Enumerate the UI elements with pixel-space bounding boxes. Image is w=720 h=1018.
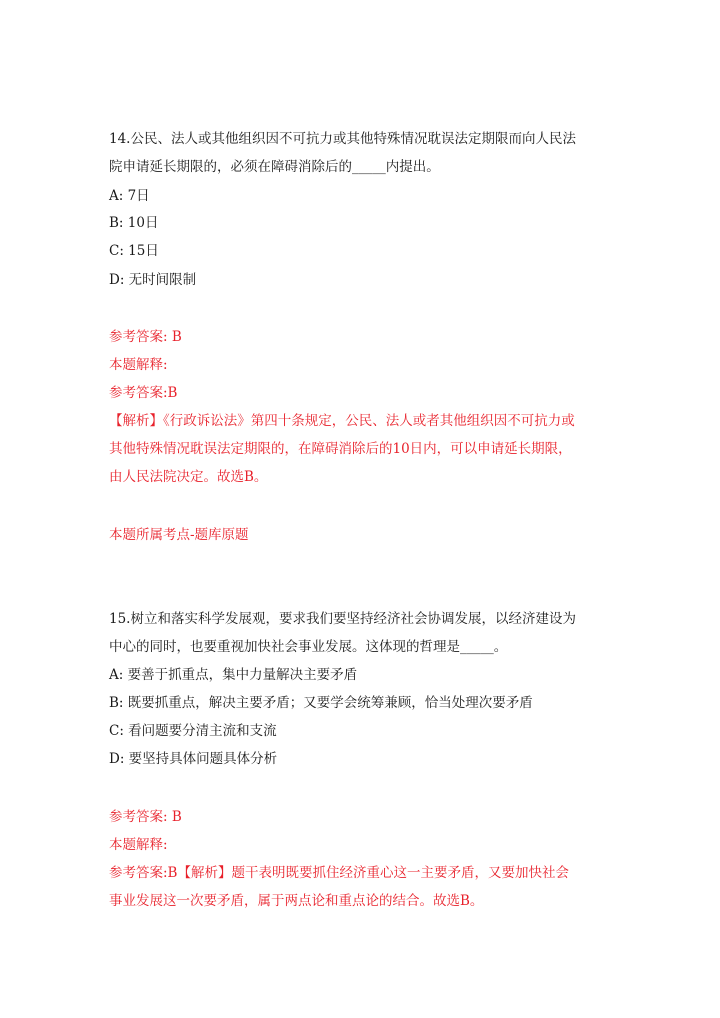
option-a: A: 7日 (109, 188, 150, 204)
analysis-line-3: 由人民法院决定。故选B。 (109, 469, 268, 485)
explanation-heading: 本题解释: (109, 837, 168, 853)
option-c: C: 15日 (109, 243, 159, 259)
question-text-line-2: 中心的同时，也要重视加快社会事业发展。这体现的哲理是_____。 (109, 639, 508, 655)
option-d: D: 要坚持具体问题具体分析 (109, 751, 278, 767)
source-note: 本题所属考点-题库原题 (109, 527, 249, 543)
analysis-line-1: 参考答案:B【解析】题干表明既要抓住经济重心这一主要矛盾，又要加快社会 (109, 865, 569, 881)
question-text-line-1: 15.树立和落实科学发展观，要求我们要坚持经济社会协调发展，以经济建设为 (109, 611, 576, 627)
option-c: C: 看问题要分清主流和支流 (109, 723, 277, 739)
analysis-line-2: 其他特殊情况耽误法定期限的，在障碍消除后的10日内，可以申请延长期限， (109, 441, 572, 457)
reference-answer-repeat: 参考答案:B (109, 385, 178, 401)
option-a: A: 要善于抓重点，集中力量解决主要矛盾 (109, 667, 358, 683)
option-b: B: 10日 (109, 215, 159, 231)
option-b: B: 既要抓重点，解决主要矛盾；又要学会统筹兼顾，恰当处理次要矛盾 (109, 695, 533, 711)
explanation-heading: 本题解释: (109, 357, 168, 373)
question-text-line-2: 院申请延长期限的，必须在障碍消除后的_____内提出。 (109, 159, 440, 175)
analysis-line-1: 【解析】《行政诉讼法》第四十条规定，公民、法人或者其他组织因不可抗力或 (109, 413, 575, 429)
option-d: D: 无时间限制 (109, 272, 197, 288)
reference-answer: 参考答案: B (109, 329, 182, 345)
reference-answer: 参考答案: B (109, 809, 182, 825)
question-text-line-1: 14.公民、法人或其他组织因不可抗力或其他特殊情况耽误法定期限而向人民法 (109, 131, 576, 147)
analysis-line-2: 事业发展这一次要矛盾，属于两点论和重点论的结合。故选B。 (109, 893, 484, 909)
